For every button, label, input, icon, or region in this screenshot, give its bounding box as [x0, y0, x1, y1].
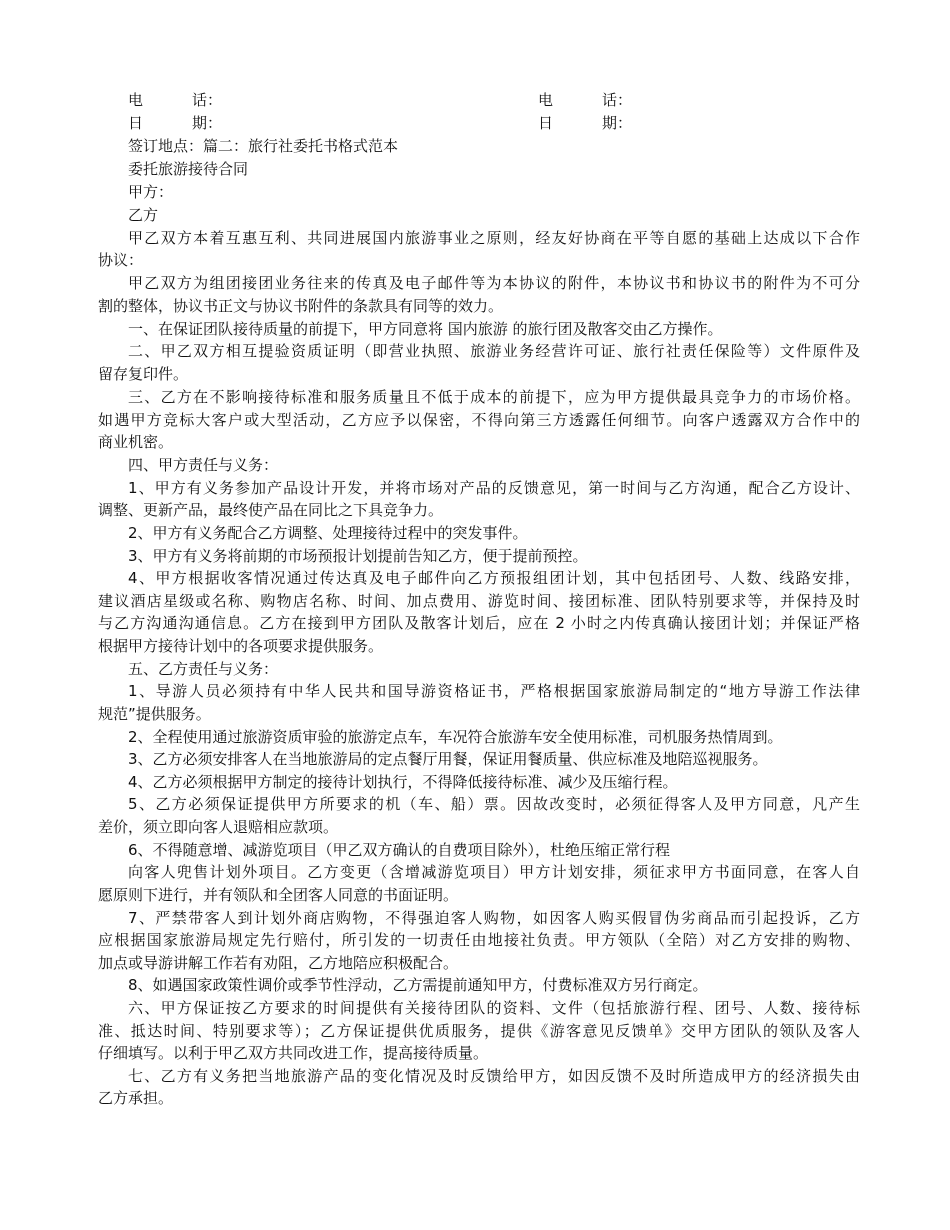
para-16-line-2: 差价，须立即向客人退赔相应款项。 — [98, 818, 339, 836]
para-10-line-1: 4、甲方根据收客情况通过传达真及电子邮件向乙方预报组团计划，其中包括团号、人数、线路安排， — [128, 569, 860, 587]
para-4-line-1: 二、甲乙双方相互提验资质证明（即营业执照、旅游业务经营许可证、旅行社责任保险等）文件原件及 — [128, 342, 860, 360]
para-12-line-1: 1、导游人员必须持有中华人民共和国导游资格证书，严格根据国家旅游局制定的“地方导游工作法律 — [128, 682, 860, 700]
para-7-line-2: 调整、更新产品，最终使产品在同比之下具竞争力。 — [98, 501, 444, 519]
para-17: 6、不得随意增、减游览项目（甲乙双方确认的自费项目除外），杜绝压缩正常行程 — [128, 841, 671, 859]
date-label-right: 日 期： — [538, 114, 633, 132]
para-1-line-2: 协议： — [98, 251, 144, 269]
sign-place: 签订地点：篇二：旅行社委托书格式范本 — [128, 137, 399, 155]
para-16-line-1: 5、乙方必须保证提供甲方所要求的机（车、船）票。因故改变时，必须征得客人及甲方同意，凡产生 — [128, 795, 860, 813]
party-a-label: 甲方： — [128, 183, 174, 201]
party-b-label: 乙方 — [128, 206, 159, 224]
para-10-line-2: 建议酒店星级或名称、购物店名称、时间、加点费用、游览时间、接团标准、团队特别要求等，并保持及时 — [98, 592, 860, 610]
para-4-line-2: 留存复印件。 — [98, 365, 189, 383]
para-15: 4、乙方必须根据甲方制定的接待计划执行，不得降低接待标准、减少及压缩行程。 — [128, 773, 678, 791]
para-14: 3、乙方必须安排客人在当地旅游局的定点餐厅用餐，保证用餐质量、供应标准及地陪巡视服务。 — [128, 750, 768, 768]
phone-label-right: 电 话： — [538, 91, 633, 109]
para-7-line-1: 1、甲方有义务参加产品设计开发，并将市场对产品的反馈意见，第一时间与乙方沟通，配合乙方设计、 — [128, 479, 860, 497]
para-18-line-1: 向客人兜售计划外项目。乙方变更（含增减游览项目）甲方计划安排，须征求甲方书面同意，在客人自 — [128, 863, 860, 881]
para-9: 3、甲方有义务将前期的市场预报计划提前告知乙方，便于提前预控。 — [128, 547, 588, 565]
para-1-line-1: 甲乙双方本着互惠互利、共同进展国内旅游事业之原则，经友好协商在平等自愿的基础上达成以下合作 — [128, 229, 860, 247]
para-20: 8、如遇国家政策性调价或季节性浮动，乙方需提前通知甲方，付费标准双方另行商定。 — [128, 976, 708, 994]
para-2-line-2: 割的整体，协议书正文与协议书附件的条款具有同等的效力。 — [98, 297, 504, 315]
para-21-line-1: 六、甲方保证按乙方要求的时间提供有关接待团队的资料、文件（包括旅游行程、团号、人数、接待标 — [128, 999, 860, 1017]
para-12-line-2: 规范”提供服务。 — [98, 705, 211, 723]
para-21-line-2: 准、抵达时间、特别要求等）；乙方保证提供优质服务，提供《游客意见反馈单》交甲方团队的领队及客人 — [98, 1022, 860, 1040]
section-5-heading: 五、乙方责任与义务： — [128, 660, 279, 678]
para-3: 一、在保证团队接待质量的前提下，甲方同意将 国内旅游 的旅行团及散客交由乙方操作。 — [128, 320, 723, 338]
para-19-line-3: 加点或导游讲解工作若有劝阻，乙方地陪应积极配合。 — [98, 954, 459, 972]
para-19-line-2: 应根据国家旅游局规定先行赔付，所引发的一切责任由地接社负责。甲方领队（全陪）对乙方安排的购物、 — [98, 931, 860, 949]
date-label-left: 日 期： — [128, 114, 223, 132]
para-19-line-1: 7、严禁带客人到计划外商店购物，不得强迫客人购物，如因客人购买假冒伪劣商品而引起投诉，乙方 — [128, 909, 860, 927]
para-10-line-3: 与乙方沟通沟通信息。乙方在接到甲方团队及散客计划后，应在 2 小时之内传真确认接团计划；并保证严格 — [98, 614, 860, 632]
para-8: 2、甲方有义务配合乙方调整、处理接待过程中的突发事件。 — [128, 524, 528, 542]
para-21-line-3: 仔细填写。以利于甲乙双方共同改进工作，提高接待质量。 — [98, 1044, 489, 1062]
para-22-line-2: 乙方承担。 — [98, 1089, 174, 1107]
para-5-line-1: 三、乙方在不影响接待标准和服务质量且不低于成本的前提下，应为甲方提供最具竞争力的市场价格。 — [128, 388, 860, 406]
phone-label-left: 电 话： — [128, 91, 223, 109]
para-5-line-2: 如遇甲方竞标大客户或大型活动，乙方应予以保密，不得向第三方透露任何细节。向客户透露双方合作中的 — [98, 411, 860, 429]
para-10-line-4: 根据甲方接待计划中的各项要求提供服务。 — [98, 637, 384, 655]
section-4-heading: 四、甲方责任与义务： — [128, 456, 279, 474]
para-5-line-3: 商业机密。 — [98, 433, 174, 451]
para-13: 2、全程使用通过旅游资质审验的旅游定点车，车况符合旅游车安全使用标准，司机服务热情周到。 — [128, 728, 783, 746]
contract-title: 委托旅游接待合同 — [128, 160, 249, 178]
para-22-line-1: 七、乙方有义务把当地旅游产品的变化情况及时反馈给甲方，如因反馈不及时所造成甲方的经济损失由 — [128, 1067, 860, 1085]
para-2-line-1: 甲乙双方为组团接团业务往来的传真及电子邮件等为本协议的附件，本协议书和协议书的附件为不可分 — [128, 274, 860, 292]
para-18-line-2: 愿原则下进行，并有领队和全团客人同意的书面证明。 — [98, 886, 459, 904]
